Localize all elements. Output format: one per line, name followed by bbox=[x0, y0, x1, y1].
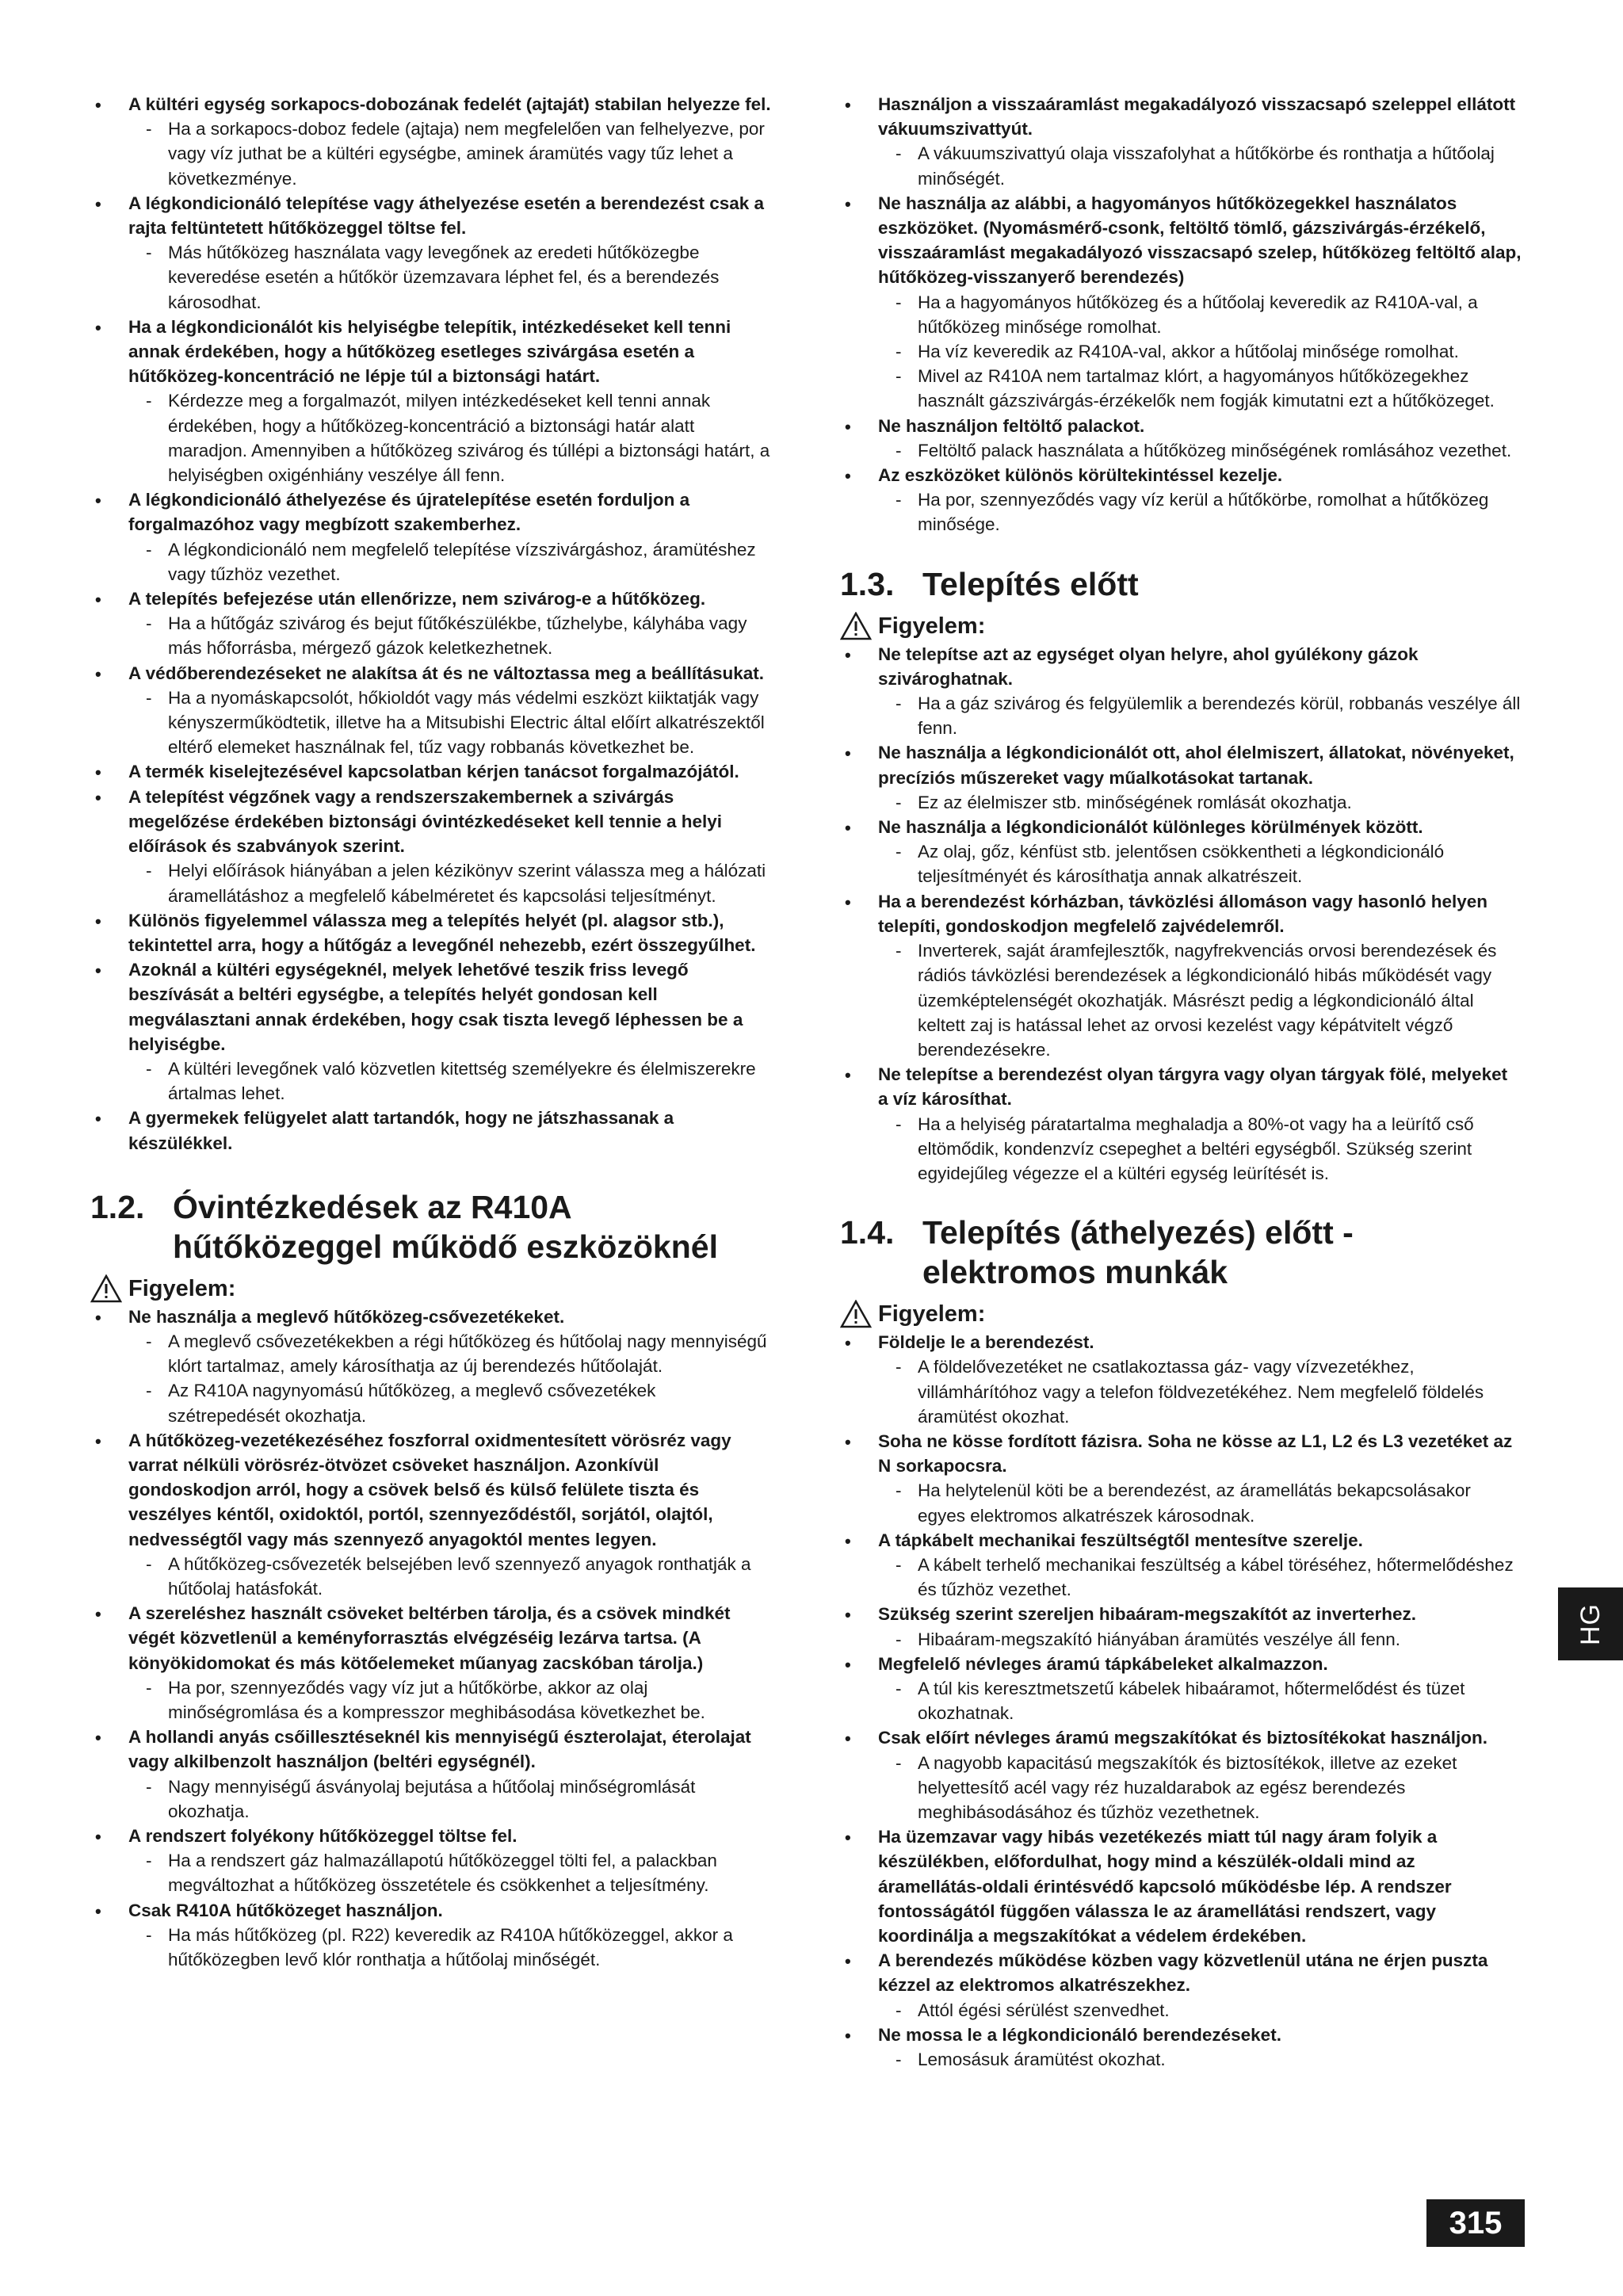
item-detail bbox=[135, 858, 772, 907]
bullet-icon: • bbox=[95, 787, 101, 808]
item-heading: A gyermekek felügyelet alatt tartandók, hogy ne játszhassanak a készülékkel. bbox=[128, 1108, 674, 1153]
bullet-icon: • bbox=[845, 1530, 851, 1551]
bullet-icon: • bbox=[845, 1065, 851, 1086]
detail-text: Inverterek, saját áramfejlesztők, nagyfrekvenciás orvosi berendezések és rádiós távközlési berendezések a légkondicionáló hibás működését vagy üzemképtelenségét okozhatják. Másrészt pedig a légkondicionáló által keltett zaj is hatással lehet az orvosi kezelést vagy képátvitelt végző berendezésekre. bbox=[918, 941, 1497, 1060]
dash-marker: - bbox=[896, 2000, 902, 2020]
detail-text: Ha a rendszert gáz halmazállapotú hűtőközeggel tölti fel, a palackban megváltozhat a hűtőközeg összetétele és csökkenhet a teljesítmény. bbox=[168, 1851, 717, 1896]
detail-text: Más hűtőközeg használata vagy levegőnek az eredeti hűtőközegbe keveredése esetén a hűtőkör üzemzavara léphet fel, és a berendezés károsodhat. bbox=[168, 243, 720, 312]
dash-marker: - bbox=[896, 1752, 902, 1773]
list-item bbox=[90, 661, 772, 760]
bullet-icon: • bbox=[845, 1431, 851, 1452]
item-heading: A termék kiselejtezésével kapcsolatban kérjen tanácsot forgalmazójától. bbox=[128, 762, 739, 782]
detail-text: A nagyobb kapacitású megszakítók és biztosítékok, illetve az ezeket helyettesítő acél vagy réz huzaldarabok az egész berendezés meghibásodásához és tűzhöz vezethetnek. bbox=[918, 1752, 1457, 1822]
list-item bbox=[90, 92, 772, 191]
section-number: 1.2. bbox=[90, 1188, 145, 1225]
dash-marker: - bbox=[146, 1331, 152, 1351]
detail-text: A meglevő csővezetékekben a régi hűtőközeg és hűtőolaj nagy mennyiségű klórt tartalmaz, amely károsíthatja az új berendezés hűtőolaját. bbox=[168, 1331, 767, 1377]
item-detail bbox=[884, 290, 1522, 339]
bullet-icon: • bbox=[95, 1307, 101, 1328]
list-item bbox=[840, 191, 1522, 414]
dash-marker: - bbox=[896, 1114, 902, 1134]
dash-marker: - bbox=[896, 366, 902, 387]
item-heading: Megfelelő névleges áramú tápkábeleket alkalmazzon. bbox=[878, 1653, 1328, 1674]
warning-triangle-icon bbox=[840, 1300, 872, 1328]
section-title: Telepítés (áthelyezés) előtt - elektromos munkák bbox=[922, 1214, 1354, 1291]
detail-text: A légkondicionáló nem megfelelő telepítése vízszivárgáshoz, áramütéshez vagy tűzhöz vezethet. bbox=[168, 539, 756, 584]
item-heading: Ha a berendezést kórházban, távközlési állomáson vagy hasonló helyen telepíti, gondoskodjon megfelelő zajvédelemről. bbox=[878, 891, 1488, 936]
item-detail bbox=[135, 1378, 772, 1427]
bullet-icon: • bbox=[845, 743, 851, 764]
dash-marker: - bbox=[896, 292, 902, 312]
dash-marker: - bbox=[146, 1381, 152, 1401]
bullet-icon: • bbox=[845, 416, 851, 437]
item-detail bbox=[135, 1552, 772, 1601]
item-detail bbox=[884, 1354, 1522, 1429]
language-code: HG bbox=[1575, 1603, 1606, 1645]
dash-marker: - bbox=[896, 693, 902, 714]
dash-marker: - bbox=[896, 342, 902, 362]
detail-text: A kábelt terhelő mechanikai feszültség a kábel töréséhez, hőtermelődéshez és tűzhöz vezethet. bbox=[918, 1554, 1514, 1600]
dash-marker: - bbox=[146, 1851, 152, 1871]
section-title: Telepítés előtt bbox=[922, 565, 1139, 602]
warning-label bbox=[840, 612, 1522, 640]
bullet-icon: • bbox=[95, 491, 101, 511]
item-detail bbox=[884, 364, 1522, 413]
dash-marker: - bbox=[896, 1678, 902, 1698]
bullet-icon: • bbox=[845, 892, 851, 912]
detail-text: Ez az élelmiszer stb. minőségének romlását okozhatja. bbox=[918, 792, 1352, 812]
detail-text: A hűtőközeg-csővezeték belsejében levő szennyező anyagok ronthatják a hűtőolaj hatásfokát. bbox=[168, 1553, 751, 1599]
list-item bbox=[90, 586, 772, 661]
bullet-icon: • bbox=[95, 1901, 101, 1921]
warning-triangle-icon bbox=[90, 1274, 122, 1303]
bullet-icon: • bbox=[95, 1728, 101, 1748]
item-detail bbox=[884, 2047, 1522, 2072]
item-heading: Ha üzemzavar vagy hibás vezetékezés miatt túl nagy áram folyik a készülékben, előfordulhat, hogy mind a készülék-oldali mind az áramellátás-oldali érintésvédő kapcsoló működésbe lép. A rendszer fontosságától függően válassza le az áramellátási rendszert, vagy koordinálja a megszakítókat a védelem érdekében. bbox=[878, 1827, 1452, 1946]
dash-marker: - bbox=[896, 1554, 902, 1575]
detail-text: Ha más hűtőközeg (pl. R22) keveredik az R410A hűtőközeggel, akkor a hűtőközegben levő klór ronthatja a hűtőolaj minőségét. bbox=[168, 1924, 733, 1970]
detail-text: Mivel az R410A nem tartalmaz klórt, a hagyományos hűtőközegekhez használt gázszivárgás-érzékelők nem fogják kimutatni ezt a hűtőközeget. bbox=[918, 366, 1495, 411]
detail-text: A vákuumszivattyú olaja visszafolyhat a hűtőkörbe és ronthatja a hűtőolaj minőségét. bbox=[918, 143, 1495, 189]
section-number: 1.3. bbox=[840, 565, 895, 602]
dash-marker: - bbox=[896, 440, 902, 460]
left-column bbox=[90, 92, 772, 1972]
item-detail bbox=[884, 141, 1522, 190]
list-item bbox=[840, 1429, 1522, 1528]
list-item bbox=[90, 785, 772, 908]
item-detail bbox=[884, 1478, 1522, 1527]
item-detail bbox=[884, 487, 1522, 537]
item-heading: Ne használjon feltöltő palackot. bbox=[878, 415, 1145, 436]
dash-marker: - bbox=[146, 1924, 152, 1945]
dash-marker: - bbox=[896, 1357, 902, 1377]
section-heading-1-3 bbox=[840, 564, 1522, 604]
dash-marker: - bbox=[146, 687, 152, 708]
bullet-icon: • bbox=[95, 961, 101, 981]
dash-marker: - bbox=[896, 1629, 902, 1649]
dash-marker: - bbox=[146, 1553, 152, 1574]
dash-marker: - bbox=[896, 490, 902, 510]
warning-text: Figyelem: bbox=[128, 1275, 236, 1301]
list-item bbox=[840, 1528, 1522, 1603]
item-heading: Ne telepítse azt az egységet olyan helyre, ahol gyúlékony gázok szivároghatnak. bbox=[878, 644, 1419, 689]
dash-marker: - bbox=[146, 1776, 152, 1797]
item-heading: Ne használja az alábbi, a hagyományos hűtőközegekkel használatos eszközöket. (Nyomásmérő-csonk, feltöltő tömlő, gázszivárgás-érzékelő, visszaáramlást megakadályozó visszacsapó szelep, hűtőközeg feltöltő alap, hűtőközeg-visszanyerő berendezés) bbox=[878, 193, 1522, 288]
detail-text: Feltöltő palack használata a hűtőközeg minőségének romlásához vezethet. bbox=[918, 440, 1512, 460]
item-heading: Az eszközöket különös körültekintéssel kezelje. bbox=[878, 465, 1283, 486]
list-item bbox=[840, 1948, 1522, 2023]
detail-text: Lemosásuk áramütést okozhat. bbox=[918, 2050, 1166, 2070]
item-detail bbox=[884, 1112, 1522, 1186]
list-item bbox=[90, 759, 772, 784]
detail-text: A kültéri levegőnek való közvetlen kitettség személyekre és élelmiszerekre ártalmas lehet. bbox=[168, 1058, 756, 1104]
list-item bbox=[840, 92, 1522, 191]
bullet-icon: • bbox=[845, 193, 851, 214]
dash-marker: - bbox=[146, 539, 152, 560]
dash-marker: - bbox=[146, 861, 152, 881]
item-heading: A hűtőközeg-vezetékezéséhez foszforral oxidmentesített vörösréz vagy varrat nélküli vörösréz-ötvözet csöveket használjon. Azonkívül gondoskodjon arról, hogy a csövek belső és külső felülete tiszta és veszélyes kéntől, oxidoktól, portól, szennyeződéstől, sorjától, olajtól, nedvességtől vagy más szennyező anyagoktól mentes legyen. bbox=[128, 1430, 731, 1549]
item-detail bbox=[135, 1775, 772, 1824]
warning-triangle-icon bbox=[840, 612, 872, 640]
section-number: 1.4. bbox=[840, 1214, 895, 1251]
detail-text: Attól égési sérülést szenvedhet. bbox=[918, 2000, 1170, 2020]
right-column bbox=[840, 92, 1522, 2072]
item-heading: A telepítés befejezése után ellenőrizze, nem szivárog-e a hűtőközeg. bbox=[128, 589, 706, 609]
right-list-b bbox=[840, 642, 1522, 1186]
list-item bbox=[840, 1725, 1522, 1824]
item-detail bbox=[135, 240, 772, 315]
item-detail bbox=[135, 686, 772, 760]
dash-marker: - bbox=[896, 2050, 902, 2070]
bullet-icon: • bbox=[95, 193, 101, 214]
item-detail bbox=[884, 790, 1522, 815]
item-heading: A tápkábelt mechanikai feszültségtől mentesítve szerelje. bbox=[878, 1530, 1363, 1550]
dash-marker: - bbox=[896, 143, 902, 164]
list-item bbox=[840, 1330, 1522, 1429]
bullet-icon: • bbox=[95, 762, 101, 783]
item-detail bbox=[884, 1751, 1522, 1825]
list-item bbox=[90, 1824, 772, 1898]
list-item bbox=[90, 315, 772, 487]
item-heading: Ne használja a meglevő hűtőközeg-csővezetékeket. bbox=[128, 1306, 565, 1327]
bullet-icon: • bbox=[95, 1109, 101, 1129]
item-heading: A szereléshez használt csöveket beltérben tárolja, és a csövek mindkét végét közvetlenül a keményforrasztás elvégzéséig lezárva tartsa. (A könyökidomokat és más kötőelemeket műanyag zacskóban tárolja.) bbox=[128, 1603, 731, 1673]
item-detail bbox=[135, 388, 772, 487]
item-heading: Csak R410A hűtőközeget használjon. bbox=[128, 1900, 443, 1920]
item-detail bbox=[884, 839, 1522, 888]
item-heading: Különös figyelemmel válassza meg a telepítés helyét (pl. alagsor stb.), tekintettel arra, hogy a hűtőgáz a levegőnél nehezebb, ezért összegyűlhet. bbox=[128, 910, 756, 955]
detail-text: Ha a gáz szivárog és felgyülemlik a berendezés körül, robbanás veszélye áll fenn. bbox=[918, 693, 1521, 739]
item-heading: A védőberendezéseket ne alakítsa át és ne változtassa meg a beállításukat. bbox=[128, 663, 765, 683]
bullet-icon: • bbox=[845, 818, 851, 839]
list-item bbox=[840, 463, 1522, 537]
list-item bbox=[840, 1062, 1522, 1186]
detail-text: A földelővezetéket ne csatlakoztassa gáz- vagy vízvezetékhez, villámhárítóhoz vagy a telefon földvezetékéhez. Nem megfelelő földelés áramütést okozhat. bbox=[918, 1357, 1484, 1427]
section-heading-1-4 bbox=[840, 1213, 1522, 1292]
list-item bbox=[90, 487, 772, 586]
section-title: Óvintézkedések az R410A hűtőközeggel működő eszközöknél bbox=[173, 1188, 718, 1265]
item-heading: A légkondicionáló áthelyezése és újratelepítése esetén forduljon a forgalmazóhoz vagy megbízott szakemberhez. bbox=[128, 490, 690, 535]
item-heading: Ne használja a légkondicionálót ott, ahol élelmiszert, állatokat, növényeket, precíziós műszereket vagy műalkotásokat tartanak. bbox=[878, 743, 1514, 788]
detail-text: Ha a hagyományos hűtőközeg és a hűtőolaj keveredik az R410A-val, a hűtőközeg minősége romolhat. bbox=[918, 292, 1478, 337]
dash-marker: - bbox=[146, 1058, 152, 1079]
item-detail bbox=[884, 438, 1522, 463]
list-item bbox=[840, 889, 1522, 1062]
detail-text: Ha a hűtőgáz szivárog és bejut fűtőkészülékbe, tűzhelybe, kályhába vagy más hőforrásba, mérgező gázok keletkezhetnek. bbox=[168, 613, 747, 659]
item-heading: Azoknál a kültéri egységeknél, melyek lehetővé teszik friss levegő beszívását a beltéri egységbe, a telepítés helyét gondosan kell megválasztani annak érdekében, hogy csak tiszta levegő léphessen be a helyiségbe. bbox=[128, 960, 743, 1054]
detail-text: Nagy mennyiségű ásványolaj bejutása a hűtőolaj minőségromlását okozhatja. bbox=[168, 1776, 696, 1821]
item-detail bbox=[135, 1675, 772, 1725]
item-detail bbox=[884, 1998, 1522, 2023]
list-item bbox=[90, 1601, 772, 1725]
bullet-icon: • bbox=[95, 911, 101, 931]
item-heading: Használjon a visszaáramlást megakadályozó visszacsapó szeleppel ellátott vákuumszivattyút. bbox=[878, 94, 1516, 139]
dash-marker: - bbox=[146, 119, 152, 139]
bullet-icon: • bbox=[845, 2025, 851, 2046]
item-heading: Ne használja a légkondicionálót különleges körülmények között. bbox=[878, 817, 1423, 838]
detail-text: Kérdezze meg a forgalmazót, milyen intézkedéseket kell tenni annak érdekében, hogy a hűtőközeg-koncentráció a biztonsági határ alatt maradjon. Amennyiben a hűtőközeg szivárog és túllépi a biztonsági határt, a helyiségben oxigénhiány veszélye áll fenn. bbox=[168, 391, 770, 486]
item-heading: A kültéri egység sorkapocs-dobozának fedelét (ajtaját) stabilan helyezze fel. bbox=[128, 94, 771, 114]
item-detail bbox=[884, 938, 1522, 1062]
dash-marker: - bbox=[896, 941, 902, 961]
detail-text: Ha helytelenül köti be a berendezést, az áramellátás bekapcsolásakor egyes elektromos alkatrészek károsodnak. bbox=[918, 1480, 1471, 1526]
bullet-icon: • bbox=[845, 1333, 851, 1354]
item-detail bbox=[884, 339, 1522, 364]
list-item bbox=[840, 1652, 1522, 1726]
dash-marker: - bbox=[146, 613, 152, 634]
item-heading: Csak előírt névleges áramú megszakítókat és biztosítékokat használjon. bbox=[878, 1728, 1488, 1748]
item-detail bbox=[135, 1923, 772, 1972]
bullet-icon: • bbox=[95, 95, 101, 115]
bullet-icon: • bbox=[845, 1951, 851, 1972]
item-heading: A telepítést végzőnek vagy a rendszerszakembernek a szivárgás megelőzése érdekében biztonsági óvintézkedéseket kell tennie a helyi előírások és szabványok szerint. bbox=[128, 786, 723, 857]
bullet-icon: • bbox=[95, 1827, 101, 1847]
detail-text: Ha por, szennyeződés vagy víz jut a hűtőkörbe, akkor az olaj minőségromlása és a kompresszor meghibásodása következhet be. bbox=[168, 1677, 705, 1722]
detail-text: Helyi előírások hiányában a jelen kézikönyv szerint válassza meg a hálózati áramellátáshoz a megfelelő kábelméretet és kapcsolási teljesítményt. bbox=[168, 861, 766, 906]
detail-text: Hibaáram-megszakító hiányában áramütés veszélye áll fenn. bbox=[918, 1629, 1401, 1649]
bullet-icon: • bbox=[845, 644, 851, 665]
warning-label bbox=[90, 1274, 772, 1303]
item-detail bbox=[884, 1627, 1522, 1652]
item-detail bbox=[135, 1848, 772, 1897]
item-detail bbox=[884, 691, 1522, 740]
item-detail bbox=[135, 117, 772, 191]
bullet-icon: • bbox=[845, 1654, 851, 1675]
item-heading: Ha a légkondicionálót kis helyiségbe telepítik, intézkedéseket kell tenni annak érdekében, hogy a hűtőközeg esetleges szivárgása esetén a hűtőközeg-koncentráció ne lépje túl a biztonsági határt. bbox=[128, 316, 731, 387]
item-detail bbox=[884, 1553, 1522, 1602]
list-item bbox=[90, 1725, 772, 1824]
item-heading: A rendszert folyékony hűtőközeggel töltse fel. bbox=[128, 1826, 517, 1846]
bullet-icon: • bbox=[845, 466, 851, 487]
list-item bbox=[90, 1106, 772, 1155]
item-detail bbox=[135, 611, 772, 660]
item-heading: Soha ne kösse fordított fázisra. Soha ne kösse az L1, L2 és L3 vezetéket az N sorkapocsra. bbox=[878, 1431, 1513, 1477]
bullet-icon: • bbox=[95, 590, 101, 610]
warning-text: Figyelem: bbox=[878, 1301, 986, 1328]
list-item bbox=[90, 908, 772, 957]
item-heading: Földelje le a berendezést. bbox=[878, 1332, 1094, 1353]
list-item bbox=[840, 642, 1522, 741]
list-item bbox=[90, 1305, 772, 1428]
dash-marker: - bbox=[146, 1677, 152, 1698]
dash-marker: - bbox=[896, 1480, 902, 1501]
dash-marker: - bbox=[896, 842, 902, 862]
bullet-icon: • bbox=[845, 1729, 851, 1749]
list-item bbox=[90, 1428, 772, 1601]
detail-text: Ha a nyomáskapcsolót, hőkioldót vagy más védelmi eszközt kiiktatják vagy kényszerműködtetik, illetve ha a Mitsubishi Electric által előírt alkatrészektől eltérő elemeket használnak fel, tűz vagy robbanás következhet be. bbox=[168, 687, 765, 758]
bullet-icon: • bbox=[95, 663, 101, 684]
detail-text: A túl kis keresztmetszetű kábelek hibaáramot, hőtermelődést és tüzet okozhatnak. bbox=[918, 1678, 1465, 1724]
item-detail bbox=[135, 1056, 772, 1106]
dash-marker: - bbox=[146, 391, 152, 411]
detail-text: Az R410A nagynyomású hűtőközeg, a meglevő csővezetékek szétrepedését okozhatja. bbox=[168, 1381, 656, 1426]
list-item bbox=[840, 740, 1522, 815]
page-number: 315 bbox=[1426, 2199, 1525, 2247]
right-list-c bbox=[840, 1330, 1522, 2072]
list-item bbox=[90, 1898, 772, 1973]
item-detail bbox=[135, 537, 772, 586]
warning-text: Figyelem: bbox=[878, 613, 986, 639]
right-list-a bbox=[840, 92, 1522, 537]
bullet-icon: • bbox=[95, 1604, 101, 1625]
item-heading: A berendezés működése közben vagy közvetlenül utána ne érjen puszta kézzel az elektromos alkatrészekhez. bbox=[878, 1950, 1488, 1996]
detail-text: Az olaj, gőz, kénfüst stb. jelentősen csökkentheti a légkondicionáló teljesítményét és károsíthatja annak alkatrészeit. bbox=[918, 842, 1445, 887]
item-heading: Ne telepítse a berendezést olyan tárgyra vagy olyan tárgyak fölé, melyeket a víz károsíthat. bbox=[878, 1064, 1508, 1110]
list-item bbox=[840, 1824, 1522, 1948]
list-item bbox=[840, 2023, 1522, 2072]
left-list-b bbox=[90, 1305, 772, 1972]
list-item bbox=[840, 815, 1522, 889]
left-list-a bbox=[90, 92, 772, 1156]
detail-text: Ha por, szennyeződés vagy víz kerül a hűtőkörbe, romolhat a hűtőközeg minősége. bbox=[918, 490, 1489, 535]
list-item bbox=[90, 957, 772, 1106]
detail-text: Ha a helyiség páratartalma meghaladja a 80%-ot vagy ha a leürítő cső eltömődik, kondenzvíz csepeghet a beltéri egységből. Szükség szerint egyidejűleg végezze el a kültéri egység leürítését is. bbox=[918, 1114, 1474, 1183]
language-tab bbox=[1558, 1587, 1623, 1660]
item-detail bbox=[884, 1676, 1522, 1725]
item-heading: Szükség szerint szereljen hibaáram-megszakítót az inverterhez. bbox=[878, 1604, 1416, 1625]
bullet-icon: • bbox=[845, 1828, 851, 1848]
warning-label bbox=[840, 1300, 1522, 1328]
dash-marker: - bbox=[896, 792, 902, 812]
item-heading: Ne mossa le a légkondicionáló berendezéseket. bbox=[878, 2024, 1281, 2045]
bullet-icon: • bbox=[845, 95, 851, 115]
bullet-icon: • bbox=[845, 1605, 851, 1626]
bullet-icon: • bbox=[95, 1431, 101, 1451]
detail-text: Ha víz keveredik az R410A-val, akkor a hűtőolaj minősége romolhat. bbox=[918, 342, 1459, 362]
detail-text: Ha a sorkapocs-doboz fedele (ajtaja) nem megfelelően van felhelyezve, por vagy víz juthat be a kültéri egységbe, aminek áramütés vagy tűz lehet a következménye. bbox=[168, 119, 765, 189]
list-item bbox=[90, 191, 772, 315]
section-heading-1-2 bbox=[90, 1187, 772, 1266]
list-item bbox=[840, 1602, 1522, 1651]
item-heading: A hollandi anyás csőillesztéseknél kis mennyiségű észterolajat, éterolajat vagy alkilbenzolt használjon (beltéri egységnél). bbox=[128, 1727, 751, 1772]
dash-marker: - bbox=[146, 243, 152, 263]
item-detail bbox=[135, 1329, 772, 1378]
item-heading: A légkondicionáló telepítése vagy áthelyezése esetén a berendezést csak a rajta feltüntetett hűtőközeggel töltse fel. bbox=[128, 193, 765, 239]
list-item bbox=[840, 414, 1522, 463]
bullet-icon: • bbox=[95, 317, 101, 338]
